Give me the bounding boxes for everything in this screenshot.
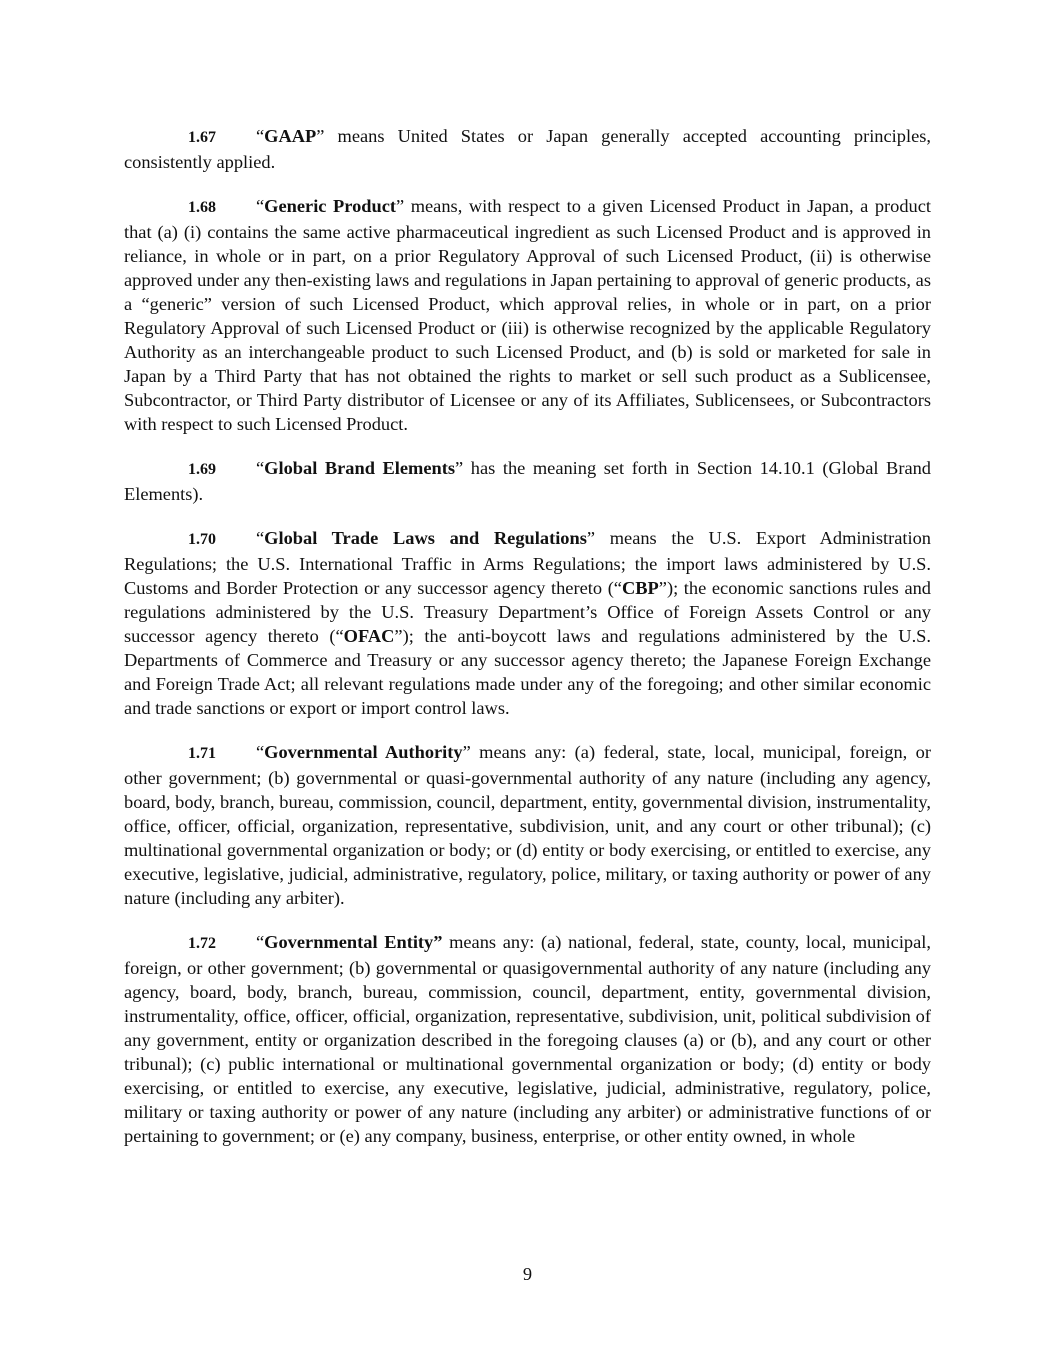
defined-term: Global Brand Elements [264, 458, 456, 478]
definition-text: ” has the meaning set forth in Section 14.10.1 (Global Brand Elements). [124, 458, 932, 504]
definition-text: “ [256, 196, 265, 216]
document-body [124, 124, 931, 1168]
definition-text: “ [256, 742, 265, 762]
definition-text: “ [256, 126, 265, 146]
definition-text: “ [256, 932, 265, 952]
definition-text: ” means, with respect to a given Licensed Product in Japan, a product that (a) (i) contains the same active pharmaceutical ingredient as such Licensed Product and is approved in reliance, in whole or in part, on a prior Regulatory Approval of such Licensed Product, (ii) is otherwise approved under any then-existing laws and regulations in Japan pertaining to approval of generic products, as a “generic” version of such Licensed Product, which approval relies, in whole or in part, on a prior Regulatory Approval of such Licensed Product or (iii) is otherwise recognized by the applicable Regulatory Authority as an interchangeable product to such Licensed Product, and (b) is sold or marketed for sale in Japan by a Third Party that has not obtained the rights to market or sell such product as a Sublicensee, Subcontractor, or Third Party distributor of Licensee or any of its Affiliates, Sublicensees, or Subcontractors with respect to such Licensed Product. [124, 196, 931, 434]
definition-text: ” means any: (a) federal, state, local, municipal, foreign, or other government; (b) governmental or quasi-governmental authority of any nature (including any agency, board, body, branch, bureau, commission, council, department, entity, governmental division, instrumentality, office, officer, official, organization, representative, subdivision, unit, and any court or other tribunal); (c) multinational governmental organization or body; or (d) entity or body exercising, or entitled to exercise, any executive, legislative, judicial, administrative, regulatory, police, military, or taxing authority or power of any nature (including any arbiter). [124, 742, 931, 908]
section-number: 1.67 [188, 129, 216, 146]
definition-text: means any: (a) national, federal, state, county, local, municipal, foreign, or other government; (b) governmental or quasigovernmental authority of any nature (including any agency, board, body, branch, bureau, commission, council, department, entity, governmental division, instrumentality, office, officer, official, organization, representative, subdivision, unit, political subdivision of any government, entity or organization described in the foregoing clauses (a) or (b), and any court or other tribunal); (c) public international or multinational governmental organization or body; (d) entity or body exercising, or entitled to exercise, any executive, legislative, judicial, administrative, regulatory, police, military or taxing authority or power of any nature (including any arbiter) or administrative functions of or pertaining to government; or (e) any company, business, enterprise, or other entity owned, in whole [124, 932, 931, 1146]
section-number: 1.69 [188, 461, 216, 478]
defined-term: GAAP [264, 126, 317, 146]
sections-list [124, 124, 931, 1148]
section-number: 1.68 [188, 199, 216, 216]
defined-term: Governmental Entity” [264, 932, 443, 952]
defined-term: Generic Product [264, 196, 397, 216]
definition-text: ” means the U.S. Export Administration Regulations; the U.S. International Traffic in Arms Regulations; the import laws administered by U.S. Customs and Border Protection or any successor agency thereto (“ [124, 528, 932, 598]
defined-term: OFAC [343, 626, 395, 646]
definition-paragraph [124, 930, 931, 1148]
definition-paragraph [124, 124, 931, 174]
definition-text: ” means United States or Japan generally accepted accounting principles, consistently applied. [124, 126, 931, 172]
defined-term: Governmental Authority [264, 742, 463, 762]
definition-paragraph [124, 740, 931, 910]
page-number: 9 [522, 1264, 533, 1284]
definition-text: “ [256, 528, 265, 548]
definition-text: ”); the economic sanctions rules and regulations administered by the U.S. Treasury Department’s Office of Foreign Assets Control or any successor agency thereto (“ [124, 578, 931, 646]
defined-term: Global Trade Laws and Regulations [264, 528, 587, 548]
definition-paragraph [124, 526, 931, 720]
definition-paragraph [124, 456, 931, 506]
definition-paragraph [124, 194, 931, 436]
section-number: 1.72 [188, 935, 216, 952]
section-number: 1.70 [188, 531, 216, 548]
definition-text: ”); the anti-boycott laws and regulations administered by the U.S. Departments of Commerce and Treasury or any successor agency thereto; the Japanese Foreign Exchange and Foreign Trade Act; all relevant regulations made under any of the foregoing; and other similar economic and trade sanctions or export or import control laws. [124, 626, 932, 718]
defined-term: CBP [621, 578, 659, 598]
definition-text: “ [256, 458, 265, 478]
section-number: 1.71 [188, 745, 216, 762]
